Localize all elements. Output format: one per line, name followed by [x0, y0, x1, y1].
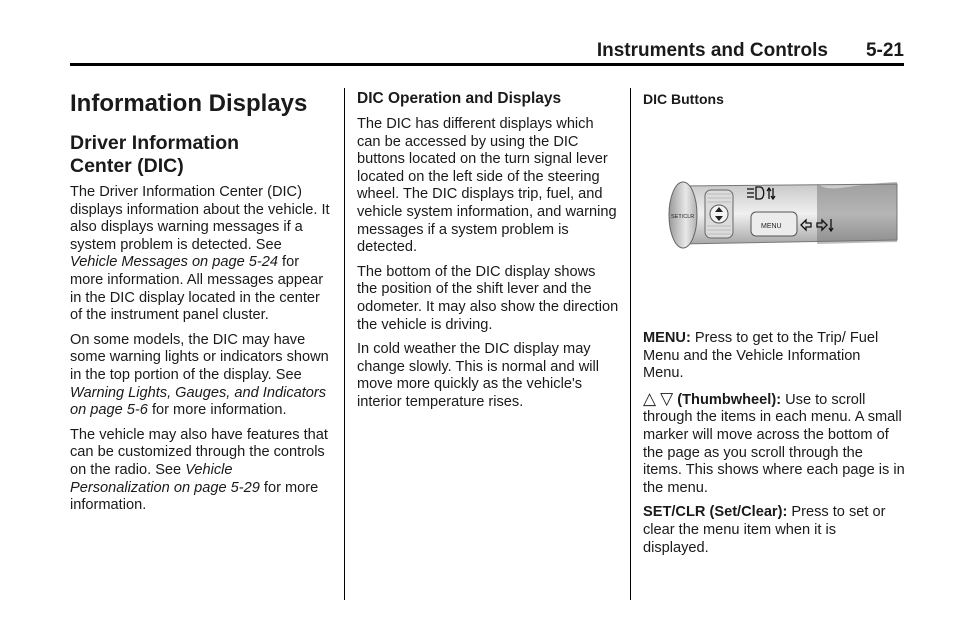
text: Press to set or clear the menu item when it is displayed. — [643, 504, 886, 556]
text: The vehicle may also have features that can be customized through the controls on the radio. See — [70, 426, 328, 478]
paragraph: The bottom of the DIC display shows the position of the shift lever and the odometer. It may also show the direction the vehicle is driving. — [357, 263, 619, 333]
paragraph — [70, 427, 332, 515]
text: for more information. All messages appear in the DIC display located in the center of the instrument panel cluster. — [70, 254, 324, 324]
paragraph: In cold weather the DIC display may change slowly. This is normal and will move more quickly as the vehicle's interior temperature rises. — [357, 341, 599, 410]
text: Use to scroll through the items in each menu. A small marker will move across the bottom of the page as you scroll through the items. This shows where each page is in the menu. — [643, 391, 905, 496]
column-1 — [70, 88, 332, 522]
lever-illustration — [657, 164, 899, 284]
page-number: 5-21 — [865, 40, 904, 61]
cross-reference-link[interactable]: Vehicle Messages on page 5-24 — [70, 254, 278, 271]
term: (Thumbwheel): — [677, 391, 782, 408]
section-heading-line2: Center (DIC) — [70, 155, 184, 177]
text: On some models, the DIC may have some warning lights or indicators shown in the top portion of the display. See — [70, 331, 329, 383]
text: for more information. — [147, 402, 287, 419]
term: MENU: — [643, 330, 691, 346]
turn-signal-lever-figure — [657, 164, 899, 284]
column-2 — [357, 88, 619, 419]
page-title: Information Displays — [70, 90, 308, 117]
paragraph — [643, 504, 905, 557]
section-title: Instruments and Controls — [596, 40, 828, 61]
column-3 — [643, 88, 905, 564]
paragraph: The DIC has different displays which can be accessed by using the DIC buttons located on the turn signal lever located on the left side of the steering wheel. The DIC displays trip, fuel, and vehicle system information, and warning messages if a system problem is detected. — [357, 116, 617, 256]
paragraph — [643, 390, 905, 498]
set-clr-label: SET/CLR — [671, 214, 695, 220]
paragraph — [643, 330, 905, 383]
section-heading-line1: Driver Information — [70, 132, 240, 154]
text: Press to get to the Trip/ Fuel Menu and the Vehicle Information Menu. — [643, 330, 879, 382]
text: The Driver Information Center (DIC) displays information about the vehicle. It also displays warning messages if a system problem is detected. See — [70, 184, 330, 253]
subsection-heading: DIC Buttons — [643, 91, 724, 107]
menu-label: MENU — [761, 223, 782, 230]
column-divider — [630, 88, 631, 600]
term: SET/CLR (Set/Clear): — [643, 504, 788, 521]
header-rule — [70, 63, 904, 66]
subsection-heading: DIC Operation and Displays — [357, 90, 562, 107]
thumbwheel-up-icon: △ — [643, 388, 657, 408]
text: for more information. — [70, 479, 319, 514]
paragraph — [70, 184, 332, 325]
section-heading — [70, 132, 332, 178]
cross-reference-link[interactable]: Warning Lights, Gauges, and Indicators on page 5-6 — [70, 384, 327, 419]
cross-reference-link[interactable]: Vehicle Personalization on page 5-29 — [70, 461, 260, 496]
thumbwheel-down-icon: ▽ — [660, 388, 674, 408]
column-divider — [344, 88, 345, 600]
paragraph — [70, 332, 332, 420]
